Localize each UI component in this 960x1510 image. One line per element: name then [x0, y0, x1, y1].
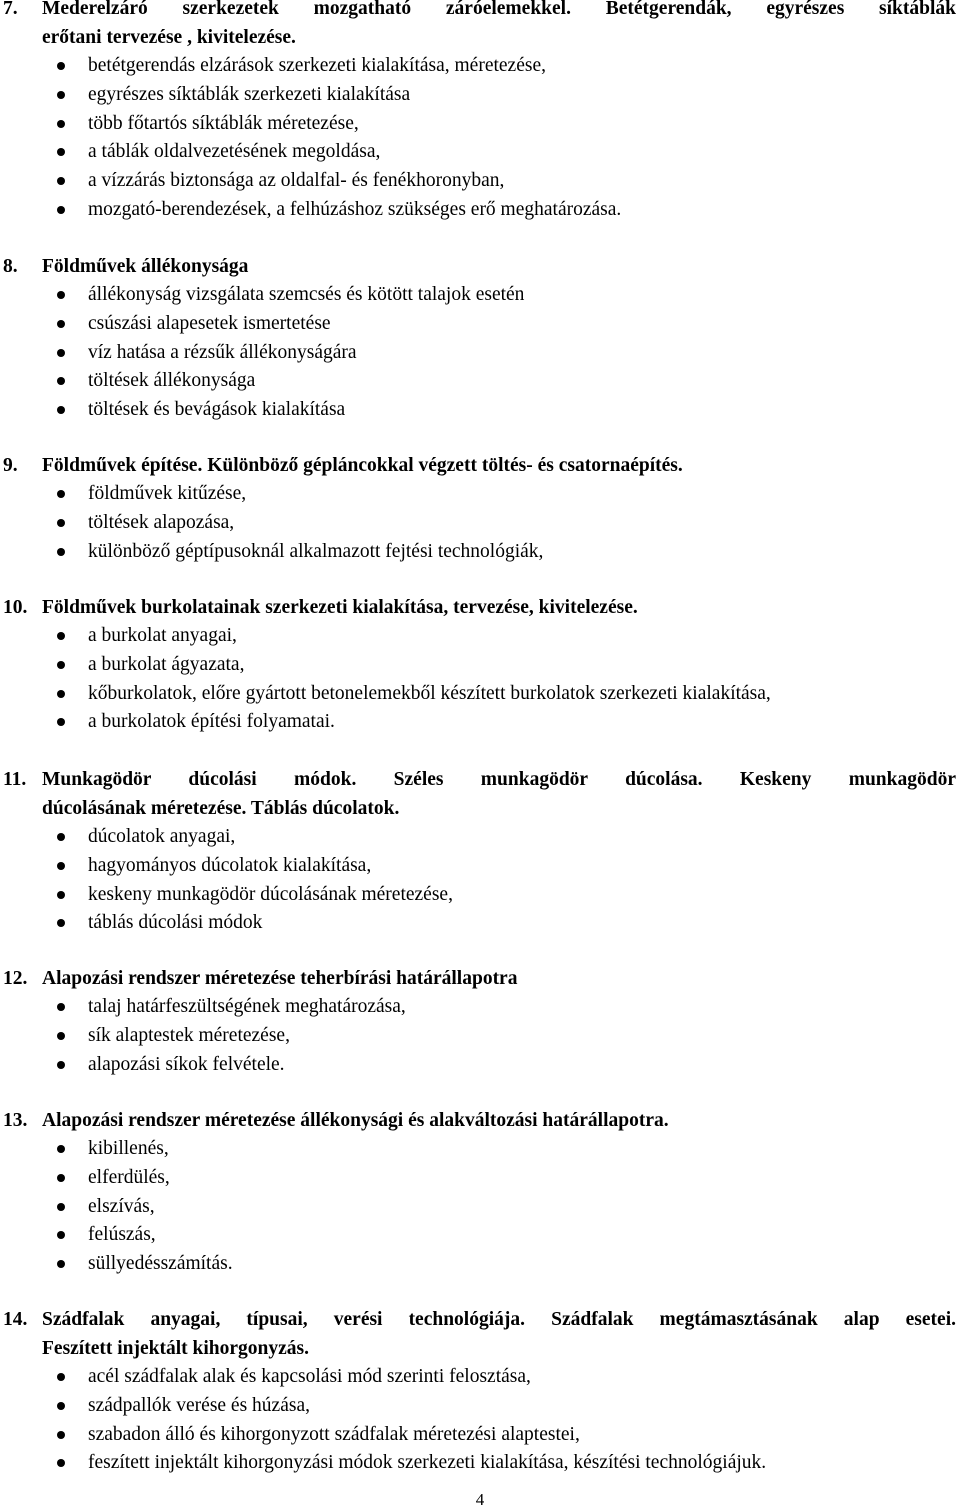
list-item: a vízzárás biztonsága az oldalfal- és fenékhoronyban,	[0, 167, 956, 196]
list-item: szabadon álló és kihorgonyzott szádfalak méretezési alaptestei,	[0, 1421, 956, 1450]
list-item: dúcolatok anyagai,	[0, 823, 956, 852]
section-number: 10.	[3, 597, 28, 618]
list-item: a burkolat anyagai,	[0, 622, 956, 651]
section-9	[0, 451, 956, 566]
heading-line: Munkagödör dúcolási módok. Széles munkagödör dúcolása. Keskeny munkagödör	[42, 769, 956, 790]
bullet-icon	[57, 833, 65, 841]
bullet-icon	[57, 91, 65, 99]
bullet-icon	[57, 406, 65, 414]
heading-line: Földművek burkolatainak szerkezeti kialakítása, tervezése, kivitelezése.	[42, 597, 638, 618]
bullet-icon	[57, 377, 65, 385]
bullet-list	[0, 480, 956, 566]
list-item: a burkolatok építési folyamatai.	[0, 708, 956, 737]
section-12	[0, 964, 956, 1079]
list-item: elszívás,	[0, 1193, 956, 1222]
bullet-icon	[57, 1203, 65, 1211]
list-item: felúszás,	[0, 1221, 956, 1250]
section-14	[0, 1305, 956, 1478]
list-item: alapozási síkok felvétele.	[0, 1051, 956, 1080]
bullet-icon	[57, 1373, 65, 1381]
list-item: kibillenés,	[0, 1135, 956, 1164]
bullet-icon	[57, 62, 65, 70]
heading-line: Alapozási rendszer méretezése teherbírási határállapotra	[42, 968, 518, 989]
heading-line: dúcolásának méretezése. Táblás dúcolatok.	[42, 798, 400, 819]
bullet-list	[0, 993, 956, 1079]
section-heading	[0, 964, 956, 993]
section-number: 14.	[3, 1309, 28, 1330]
section-number: 12.	[3, 968, 28, 989]
section-8	[0, 252, 956, 425]
bullet-icon	[57, 120, 65, 128]
section-heading	[0, 1106, 956, 1135]
bullet-icon	[57, 919, 65, 927]
section-number: 13.	[3, 1110, 28, 1131]
bullet-icon	[57, 548, 65, 556]
bullet-list	[0, 1135, 956, 1279]
bullet-icon	[57, 1032, 65, 1040]
list-item: földművek kitűzése,	[0, 480, 956, 509]
bullet-list	[0, 52, 956, 225]
bullet-icon	[57, 1260, 65, 1268]
heading-line: Földművek állékonysága	[42, 256, 249, 277]
list-item: különböző géptípusoknál alkalmazott fejtési technológiák,	[0, 538, 956, 567]
list-item: töltések és bevágások kialakítása	[0, 396, 956, 425]
list-item: elferdülés,	[0, 1164, 956, 1193]
list-item: táblás dúcolási módok	[0, 909, 956, 938]
list-item: állékonyság vizsgálata szemcsés és kötött talajok esetén	[0, 281, 956, 310]
section-number: 8.	[3, 256, 18, 277]
section-11	[0, 765, 956, 938]
list-item: a burkolat ágyazata,	[0, 651, 956, 680]
section-heading	[0, 765, 956, 823]
section-heading	[0, 1305, 956, 1363]
section-number: 7.	[3, 0, 18, 19]
bullet-icon	[57, 320, 65, 328]
list-item: töltések állékonysága	[0, 367, 956, 396]
list-item: süllyedésszámítás.	[0, 1250, 956, 1279]
heading-line: Mederelzáró szerkezetek mozgatható záróelemekkel. Betétgerendák, egyrészes síktáblák	[42, 0, 956, 19]
bullet-icon	[57, 1145, 65, 1153]
bullet-icon	[57, 1402, 65, 1410]
list-item: mozgató-berendezések, a felhúzáshoz szükséges erő meghatározása.	[0, 196, 956, 225]
bullet-list	[0, 1363, 956, 1478]
list-item: víz hatása a rézsűk állékonyságára	[0, 339, 956, 368]
section-heading	[0, 593, 956, 622]
bullet-icon	[57, 1231, 65, 1239]
list-item: betétgerendás elzárások szerkezeti kialakítása, méretezése,	[0, 52, 956, 81]
list-item: acél szádfalak alak és kapcsolási mód szerinti felosztása,	[0, 1363, 956, 1392]
list-item: sík alaptestek méretezése,	[0, 1022, 956, 1051]
bullet-icon	[57, 632, 65, 640]
bullet-icon	[57, 1061, 65, 1069]
bullet-icon	[57, 690, 65, 698]
list-item: hagyományos dúcolatok kialakítása,	[0, 852, 956, 881]
section-heading	[0, 0, 956, 52]
section-heading	[0, 252, 956, 281]
bullet-icon	[57, 148, 65, 156]
bullet-icon	[57, 891, 65, 899]
list-item: keskeny munkagödör dúcolásának méretezése,	[0, 881, 956, 910]
list-item: több főtartós síktáblák méretezése,	[0, 110, 956, 139]
section-number: 9.	[3, 455, 18, 476]
bullet-list	[0, 622, 956, 737]
heading-line: Szádfalak anyagai, típusai, verési technológiája. Szádfalak megtámasztásának alap esetei.	[42, 1309, 956, 1330]
list-item: szádpallók verése és húzása,	[0, 1392, 956, 1421]
bullet-icon	[57, 718, 65, 726]
section-13	[0, 1106, 956, 1279]
bullet-icon	[57, 206, 65, 214]
bullet-icon	[57, 519, 65, 527]
bullet-icon	[57, 177, 65, 185]
bullet-icon	[57, 1174, 65, 1182]
bullet-icon	[57, 1431, 65, 1439]
bullet-icon	[57, 490, 65, 498]
bullet-icon	[57, 291, 65, 299]
bullet-icon	[57, 862, 65, 870]
list-item: töltések alapozása,	[0, 509, 956, 538]
list-item: kőburkolatok, előre gyártott betonelemekből készített burkolatok szerkezeti kialakítása,	[0, 680, 956, 709]
list-item: feszített injektált kihorgonyzási módok szerkezeti kialakítása, készítési technológiájuk.	[0, 1449, 956, 1478]
heading-line: Alapozási rendszer méretezése állékonysági és alakváltozási határállapotra.	[42, 1110, 669, 1131]
bullet-list	[0, 281, 956, 425]
section-heading	[0, 451, 956, 480]
bullet-icon	[57, 1459, 65, 1467]
section-7	[0, 0, 956, 225]
heading-line: Földművek építése. Különböző gépláncokkal végzett töltés- és csatornaépítés.	[42, 455, 683, 476]
section-number: 11.	[3, 769, 27, 790]
list-item: csúszási alapesetek ismertetése	[0, 310, 956, 339]
list-item: a táblák oldalvezetésének megoldása,	[0, 138, 956, 167]
page-number: 4	[475, 1490, 485, 1509]
bullet-icon	[57, 661, 65, 669]
list-item: egyrészes síktáblák szerkezeti kialakítása	[0, 81, 956, 110]
heading-line: erőtani tervezése , kivitelezése.	[42, 27, 296, 48]
heading-line: Feszített injektált kihorgonyzás.	[42, 1338, 310, 1359]
bullet-icon	[57, 1003, 65, 1011]
bullet-list	[0, 823, 956, 938]
bullet-icon	[57, 349, 65, 357]
section-10	[0, 593, 956, 737]
list-item: talaj határfeszültségének meghatározása,	[0, 993, 956, 1022]
